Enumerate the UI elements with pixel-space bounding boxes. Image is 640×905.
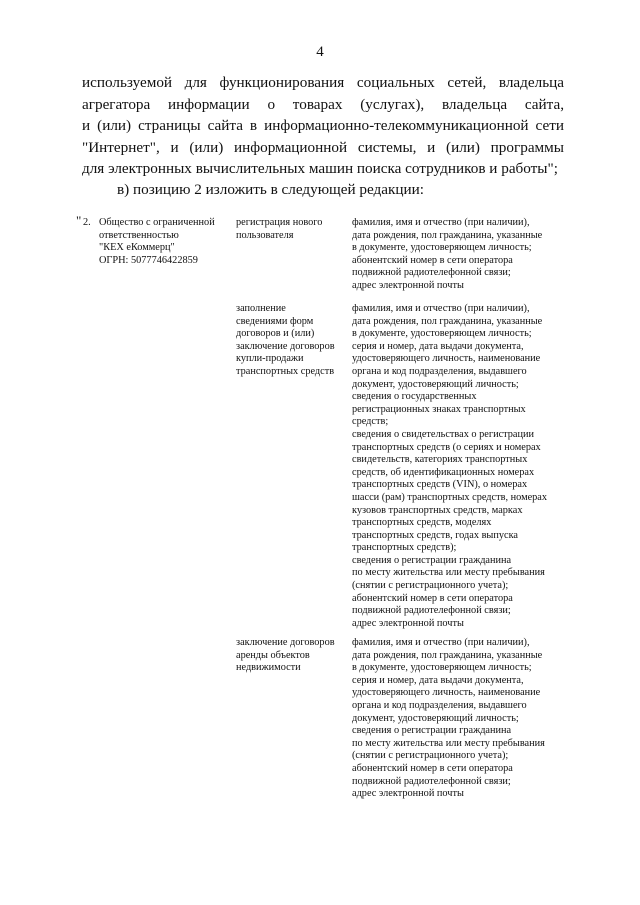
data-line: сведения о свидетельствах о регистрации: [352, 428, 535, 440]
data-line: удостоверяющего личность, наименование: [352, 353, 541, 365]
data-line: фамилия, имя и отчество (при наличии),: [352, 637, 530, 648]
lead-line: используемой для функционирования социальных сетей, владельца: [82, 74, 564, 91]
data-line: в документе, удостоверяющем личность;: [352, 328, 532, 340]
data-cell: [352, 637, 545, 801]
data-cell: [352, 217, 542, 293]
data-cell: [352, 303, 547, 630]
purpose-line: заполнение: [236, 303, 286, 314]
opening-quote: ": [76, 213, 82, 228]
data-line: дата рождения, пол гражданина, указанные: [352, 315, 543, 327]
lead-line: для электронных вычислительных машин поиска сотрудников и работы";: [82, 160, 558, 177]
data-line: по месту жительства или месту пребывания: [352, 567, 545, 579]
purpose-line: аренды объектов: [236, 649, 310, 661]
organization-line: Общество с ограниченной: [99, 217, 215, 228]
data-line: по месту жительства или месту пребывания: [352, 737, 545, 749]
purpose-line: купли-продажи: [236, 353, 304, 365]
data-line: транспортных средств);: [352, 542, 457, 554]
lead-line: и (или) страницы сайта в информационно-телекоммуникационной сети: [82, 117, 564, 134]
data-line: документ, удостоверяющий личность;: [352, 378, 519, 390]
data-line: (снятии с регистрационного учета);: [352, 580, 509, 592]
data-line: сведения о регистрации гражданина: [352, 725, 512, 737]
lead-line: агрегатора информации о товарах (услугах), владельца сайта,: [82, 95, 564, 113]
data-line: средств, об идентификационных номерах: [352, 466, 535, 478]
data-line: абонентский номер в сети оператора: [352, 592, 513, 604]
purpose-cell: [236, 303, 335, 379]
organization-line: "КЕХ еКоммерц": [99, 242, 175, 254]
data-line: органа и код подразделения, выдавшего: [352, 699, 527, 711]
purpose-line: заключение договоров: [236, 340, 335, 352]
data-line: средств;: [352, 416, 389, 428]
data-line: органа и код подразделения, выдавшего: [352, 365, 527, 377]
data-line: серия и номер, дата выдачи документа,: [352, 340, 524, 352]
data-line: фамилия, имя и отчество (при наличии),: [352, 217, 530, 228]
data-line: кузовов транспортных средств, марках: [352, 504, 523, 516]
data-line: транспортных средств, годах выпуска: [352, 529, 518, 541]
data-line: дата рождения, пол гражданина, указанные: [352, 229, 543, 241]
purpose-line: сведениями форм: [236, 315, 314, 327]
data-line: абонентский номер в сети оператора: [352, 254, 513, 266]
data-line: подвижной радиотелефонной связи;: [352, 775, 511, 787]
data-line: фамилия, имя и отчество (при наличии),: [352, 303, 530, 314]
data-line: адрес электронной почты: [352, 617, 464, 629]
data-line: адрес электронной почты: [352, 788, 464, 800]
data-line: дата рождения, пол гражданина, указанные: [352, 649, 543, 661]
data-line: регистрационных знаках транспортных: [352, 403, 526, 415]
data-line: в документе, удостоверяющем личность;: [352, 662, 532, 674]
purpose-cell: [236, 217, 322, 242]
purpose-line: транспортных средств: [236, 365, 335, 377]
purpose-line: договоров и (или): [236, 328, 315, 340]
data-line: транспортных средств (о сериях и номерах: [352, 441, 541, 453]
data-line: подвижной радиотелефонной связи;: [352, 605, 511, 617]
organization-line: ОГРН: 5077746422859: [99, 254, 198, 266]
data-line: абонентский номер в сети оператора: [352, 762, 513, 774]
data-line: в документе, удостоверяющем личность;: [352, 242, 532, 254]
lead-line: "Интернет", и (или) информационной системы, и (или) программы: [82, 138, 564, 156]
data-line: удостоверяющего личность, наименование: [352, 687, 541, 699]
purpose-line: недвижимости: [236, 662, 301, 674]
organization-line: ответственностью: [99, 229, 179, 241]
intro-text: в) позицию 2 изложить в следующей редакции:: [117, 181, 425, 198]
data-line: транспортных средств, моделях: [352, 517, 492, 529]
organization-cell: [99, 217, 215, 267]
purpose-cell: [236, 637, 335, 675]
data-line: свидетельств, категориях транспортных: [352, 454, 528, 466]
data-line: (снятии с регистрационного учета);: [352, 750, 509, 762]
data-line: транспортных средств (VIN), о номерах: [352, 479, 528, 491]
data-line: сведения о государственных: [352, 391, 477, 403]
purpose-line: заключение договоров: [236, 637, 335, 648]
lead-paragraph: [82, 72, 564, 180]
row-number: 2.: [83, 217, 91, 228]
purpose-line: регистрация нового: [236, 217, 323, 228]
page-number: 4: [316, 44, 324, 60]
purpose-line: пользователя: [236, 229, 294, 241]
data-line: адрес электронной почты: [352, 279, 464, 291]
data-line: подвижной радиотелефонной связи;: [352, 267, 511, 279]
data-line: сведения о регистрации гражданина: [352, 554, 512, 566]
data-line: шасси (рам) транспортных средств, номерах: [352, 491, 548, 503]
data-line: документ, удостоверяющий личность;: [352, 712, 519, 724]
data-line: серия и номер, дата выдачи документа,: [352, 674, 524, 686]
